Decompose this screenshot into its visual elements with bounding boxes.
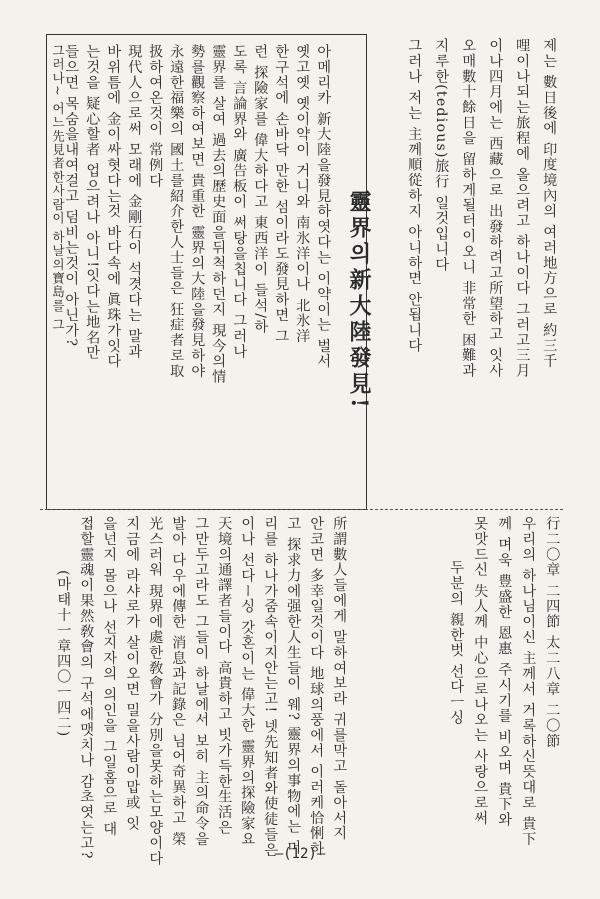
article-column: 들으면 목숨을내여걸고 덤비는것이 아닌가?	[63, 44, 80, 348]
letter-column: 제는 數日後에 印度境內의 여러地方으로 約三千	[541, 38, 558, 369]
section-divider	[40, 509, 563, 510]
body-column: 이나 선다ー싱 갓혼이는 偉大한 靈界의探險家요	[239, 516, 256, 847]
letter-column: 이나四月에는 西藏으로 出發하려고所望하고 잇사	[487, 38, 504, 379]
article-column: 는것을 疑心할者 업으려나 아니!잇다는地名만	[84, 44, 101, 361]
article-column: 런 探險家를 偉大하다고 東西洋이 들석/하	[252, 44, 269, 335]
closing-column: 께 며욱 豊盛한 恩惠 주시기를 비오며 貴下와	[496, 516, 513, 828]
body-column: 접할靈魂이果然敎會의 구석에맷치나 감초엿는고?	[78, 516, 95, 860]
article-column: 옛고옛 옛이약이 거니와 南氷洋이나 北氷洋	[294, 44, 311, 345]
signature-column: 두분의 親한벗 선다ㅡ싱	[448, 560, 465, 726]
letter-column: 오매數十餘日을 留하게될터이오니 非常한 困難과	[460, 38, 477, 379]
article-column: 도록 言論界와 廣告板이 써탕을칩니다 그러나	[231, 44, 248, 360]
article-column: 바위틈에 金이싸혓다는것 바다속에 眞珠가잇다	[105, 44, 122, 370]
body-column: 光스러워 現界에處한敎會가 分別을못하는모양이다	[147, 516, 164, 867]
body-column: 안코면 多幸일것이다 地球의풍에서 이러케恰悧하	[308, 516, 325, 857]
closing-column: 못맛드신 失人께 中心으로나오는 사랑으로써	[472, 516, 489, 826]
article-column: 靈界를 살여 過去의歷史面을뒤척하던지 現今의情	[210, 44, 227, 385]
citation: (마태十一章四〇ㅡ四二)	[55, 570, 72, 738]
article-column: 勢를觀察하여보면 貴重한 靈界의大陸을發見하야	[189, 44, 206, 379]
article-column: 한구석에 손바닥 만한 섬이라도發見하면 그	[273, 44, 290, 345]
body-column: 지금에 라샤로가 살이오면 밀을사람이맙或 잇	[124, 516, 141, 832]
article-column: 아메리카 新大陸을發見하엿다는 이약이는 벌서	[315, 44, 332, 370]
closing-column: 우리의 하나님이신 主께서 거록하신뜻대로 貴下	[520, 516, 537, 847]
body-column: 그만두고라도 그들이 하날에서 보히 主의命令을	[193, 516, 210, 847]
letter-column: 지루한(tedious)旅行 일것입니다	[433, 38, 450, 273]
letter-column: 哩이나되는旅程에 올으려고 하나이다 그러고三月	[514, 38, 531, 379]
article-column: 그러나~ 어느先見者한사람이 하날의寶島를 그	[50, 44, 66, 332]
article-title: 靈界의新大陸發見!	[346, 190, 372, 412]
letter-column: 그러나 저는 主께順從하지 아니하면 안됩니다	[406, 38, 423, 354]
body-column: 리를 하나가줌속이지안는고! 넷先知者와使徒들은	[262, 516, 279, 858]
page-number: —(12)—	[274, 846, 326, 862]
body-column: 天境의通譯者들이다 高貴하고 빗가득한生活은	[216, 516, 233, 836]
body-column: 을넌지 몰으나 선지자의 의인을 그일홈으로 대	[101, 516, 118, 838]
body-column: 고 探求力에强한人生들이 웨? 靈界의事物에는 머	[285, 516, 302, 856]
article-column: 扱하여온것이 常例다	[147, 44, 164, 189]
body-column: 所謂數人들에게 말하여보라 귀를막고 돌아서지	[331, 516, 348, 842]
article-column: 現代人으로써 모래에 金剛石이 석겻다는 말과	[126, 44, 143, 360]
body-column: 발아 다우에傳한 消息과記錄은 님어奇異하고 榮	[170, 516, 187, 847]
closing-column: 行二〇章 二四節 太二八章 二〇節	[544, 516, 561, 749]
article-column: 永遠한福樂의 國土를紹介한人士들은 狂症者로取	[168, 44, 185, 379]
